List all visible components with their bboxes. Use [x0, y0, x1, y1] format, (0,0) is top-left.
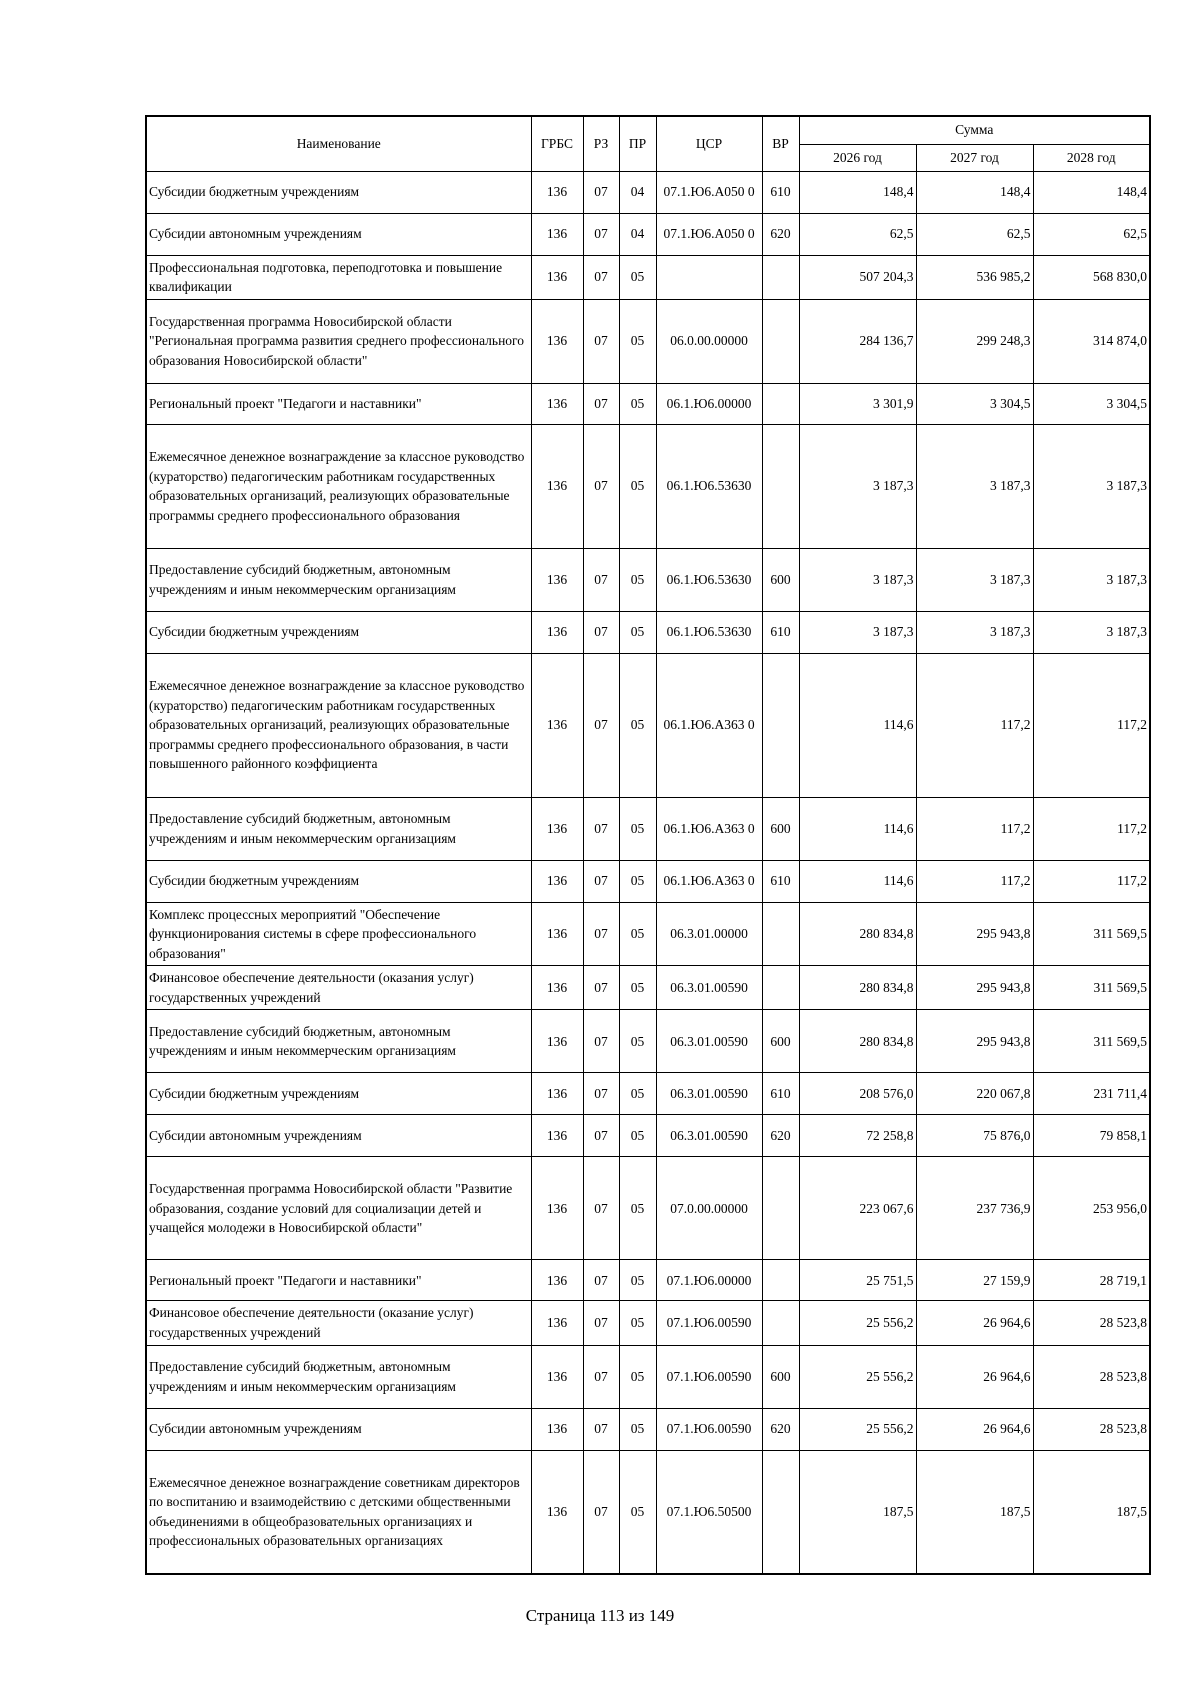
cell-grbs: 136	[531, 1260, 583, 1301]
cell-name: Государственная программа Новосибирской области "Региональная программа развития среднего профессионального образования Новосибирской области"	[146, 299, 531, 383]
cell-sum-2026: 3 301,9	[799, 383, 916, 424]
header-pr: ПР	[619, 116, 656, 171]
table-row	[146, 548, 1150, 611]
header-year-2028: 2028 год	[1033, 144, 1150, 171]
cell-sum-2026: 3 187,3	[799, 548, 916, 611]
header-year-2026: 2026 год	[799, 144, 916, 171]
cell-rz: 07	[583, 383, 619, 424]
cell-sum-2028: 568 830,0	[1033, 255, 1150, 299]
cell-pr: 05	[619, 1450, 656, 1574]
cell-name: Комплекс процессных мероприятий "Обеспечение функционирования системы в сфере профессионального образования"	[146, 902, 531, 966]
cell-sum-2027: 536 985,2	[916, 255, 1033, 299]
cell-sum-2028: 187,5	[1033, 1450, 1150, 1574]
cell-pr: 05	[619, 1157, 656, 1260]
cell-vr	[762, 1450, 799, 1574]
cell-pr: 05	[619, 860, 656, 902]
table-row	[146, 653, 1150, 797]
cell-name: Ежемесячное денежное вознаграждение советникам директоров по воспитанию и взаимодействию с детскими общественными объединениями в общеобразовательных организациях и профессиональных образовательных организациях	[146, 1450, 531, 1574]
cell-sum-2028: 28 523,8	[1033, 1408, 1150, 1450]
cell-grbs: 136	[531, 860, 583, 902]
header-csr: ЦСР	[656, 116, 762, 171]
cell-vr: 620	[762, 1115, 799, 1157]
table-row	[146, 171, 1150, 213]
cell-vr: 610	[762, 611, 799, 653]
cell-rz: 07	[583, 299, 619, 383]
cell-sum-2026: 187,5	[799, 1450, 916, 1574]
cell-sum-2028: 3 187,3	[1033, 424, 1150, 548]
cell-name: Профессиональная подготовка, переподготовка и повышение квалификации	[146, 255, 531, 299]
cell-sum-2027: 26 964,6	[916, 1301, 1033, 1345]
cell-rz: 07	[583, 1345, 619, 1408]
cell-pr: 05	[619, 1301, 656, 1345]
cell-name: Ежемесячное денежное вознаграждение за классное руководство (кураторство) педагогическим работникам государственных образовательных организаций, реализующих образовательные программы среднего профессионального образования, в части повышенного районного коэффициента	[146, 653, 531, 797]
cell-vr	[762, 383, 799, 424]
cell-pr: 05	[619, 797, 656, 860]
header-row-top	[146, 116, 1150, 144]
header-year-2027: 2027 год	[916, 144, 1033, 171]
cell-sum-2027: 3 187,3	[916, 611, 1033, 653]
cell-sum-2027: 220 067,8	[916, 1073, 1033, 1115]
cell-csr: 06.3.01.00000	[656, 902, 762, 966]
cell-vr: 610	[762, 1073, 799, 1115]
table-body	[146, 171, 1150, 1574]
cell-rz: 07	[583, 860, 619, 902]
cell-vr: 620	[762, 1408, 799, 1450]
table-row	[146, 1115, 1150, 1157]
cell-name: Государственная программа Новосибирской области "Развитие образования, создание условий для социализации детей и учащейся молодежи в Новосибирской области"	[146, 1157, 531, 1260]
cell-vr	[762, 255, 799, 299]
cell-vr	[762, 902, 799, 966]
cell-grbs: 136	[531, 1073, 583, 1115]
cell-csr	[656, 255, 762, 299]
cell-sum-2027: 117,2	[916, 860, 1033, 902]
cell-rz: 07	[583, 653, 619, 797]
cell-csr: 07.1.Ю6.00590	[656, 1301, 762, 1345]
cell-pr: 05	[619, 1010, 656, 1073]
cell-vr	[762, 424, 799, 548]
cell-csr: 07.1.Ю6.00590	[656, 1408, 762, 1450]
cell-sum-2026: 114,6	[799, 860, 916, 902]
cell-grbs: 136	[531, 797, 583, 860]
cell-vr	[762, 1157, 799, 1260]
cell-csr: 06.1.Ю6.А363 0	[656, 653, 762, 797]
cell-vr: 600	[762, 1345, 799, 1408]
cell-name: Субсидии бюджетным учреждениям	[146, 611, 531, 653]
cell-grbs: 136	[531, 1157, 583, 1260]
cell-name: Финансовое обеспечение деятельности (оказание услуг) государственных учреждений	[146, 1301, 531, 1345]
table-row	[146, 383, 1150, 424]
cell-csr: 07.1.Ю6.50500	[656, 1450, 762, 1574]
cell-sum-2027: 26 964,6	[916, 1345, 1033, 1408]
cell-csr: 06.1.Ю6.А363 0	[656, 860, 762, 902]
cell-grbs: 136	[531, 299, 583, 383]
cell-sum-2028: 117,2	[1033, 797, 1150, 860]
cell-pr: 05	[619, 548, 656, 611]
cell-sum-2028: 314 874,0	[1033, 299, 1150, 383]
cell-sum-2028: 311 569,5	[1033, 966, 1150, 1010]
cell-sum-2028: 3 187,3	[1033, 548, 1150, 611]
cell-sum-2026: 114,6	[799, 797, 916, 860]
cell-csr: 06.1.Ю6.53630	[656, 611, 762, 653]
cell-csr: 07.1.Ю6.00590	[656, 1345, 762, 1408]
cell-vr: 610	[762, 171, 799, 213]
cell-vr: 600	[762, 1010, 799, 1073]
cell-sum-2026: 507 204,3	[799, 255, 916, 299]
cell-vr: 600	[762, 797, 799, 860]
cell-name: Субсидии автономным учреждениям	[146, 1408, 531, 1450]
table-row	[146, 966, 1150, 1010]
cell-vr	[762, 966, 799, 1010]
cell-grbs: 136	[531, 1010, 583, 1073]
cell-rz: 07	[583, 424, 619, 548]
cell-csr: 06.3.01.00590	[656, 966, 762, 1010]
cell-name: Ежемесячное денежное вознаграждение за классное руководство (кураторство) педагогическим работникам государственных образовательных организаций, реализующих образовательные программы среднего профессионального образования	[146, 424, 531, 548]
header-sum: Сумма	[799, 116, 1150, 144]
table-row	[146, 1073, 1150, 1115]
table-row	[146, 860, 1150, 902]
cell-sum-2028: 311 569,5	[1033, 902, 1150, 966]
cell-sum-2028: 3 187,3	[1033, 611, 1150, 653]
cell-grbs: 136	[531, 1115, 583, 1157]
cell-pr: 05	[619, 1408, 656, 1450]
cell-rz: 07	[583, 966, 619, 1010]
cell-pr: 05	[619, 902, 656, 966]
cell-vr: 600	[762, 548, 799, 611]
cell-sum-2027: 75 876,0	[916, 1115, 1033, 1157]
table-row	[146, 213, 1150, 255]
cell-csr: 06.3.01.00590	[656, 1073, 762, 1115]
header-vr: ВР	[762, 116, 799, 171]
cell-name: Субсидии бюджетным учреждениям	[146, 860, 531, 902]
cell-csr: 06.0.00.00000	[656, 299, 762, 383]
header-name: Наименование	[146, 116, 531, 171]
cell-sum-2026: 3 187,3	[799, 424, 916, 548]
cell-grbs: 136	[531, 255, 583, 299]
table-row	[146, 1450, 1150, 1574]
cell-sum-2028: 28 719,1	[1033, 1260, 1150, 1301]
cell-name: Предоставление субсидий бюджетным, автономным учреждениям и иным некоммерческим организациям	[146, 1345, 531, 1408]
cell-grbs: 136	[531, 1301, 583, 1345]
cell-rz: 07	[583, 1010, 619, 1073]
cell-sum-2027: 117,2	[916, 797, 1033, 860]
header-grbs: ГРБС	[531, 116, 583, 171]
cell-rz: 07	[583, 171, 619, 213]
cell-sum-2027: 187,5	[916, 1450, 1033, 1574]
cell-name: Предоставление субсидий бюджетным, автономным учреждениям и иным некоммерческим организациям	[146, 797, 531, 860]
cell-grbs: 136	[531, 1450, 583, 1574]
cell-grbs: 136	[531, 213, 583, 255]
cell-rz: 07	[583, 1301, 619, 1345]
cell-csr: 06.1.Ю6.53630	[656, 548, 762, 611]
cell-sum-2027: 295 943,8	[916, 1010, 1033, 1073]
cell-sum-2027: 148,4	[916, 171, 1033, 213]
cell-sum-2026: 72 258,8	[799, 1115, 916, 1157]
cell-pr: 04	[619, 213, 656, 255]
cell-grbs: 136	[531, 611, 583, 653]
cell-pr: 05	[619, 299, 656, 383]
table-row	[146, 797, 1150, 860]
cell-sum-2027: 299 248,3	[916, 299, 1033, 383]
cell-csr: 06.1.Ю6.53630	[656, 424, 762, 548]
cell-rz: 07	[583, 797, 619, 860]
cell-rz: 07	[583, 1073, 619, 1115]
cell-sum-2026: 25 556,2	[799, 1301, 916, 1345]
cell-grbs: 136	[531, 1408, 583, 1450]
cell-sum-2028: 311 569,5	[1033, 1010, 1150, 1073]
cell-sum-2026: 25 556,2	[799, 1345, 916, 1408]
cell-name: Субсидии бюджетным учреждениям	[146, 1073, 531, 1115]
cell-grbs: 136	[531, 424, 583, 548]
cell-pr: 05	[619, 255, 656, 299]
cell-pr: 05	[619, 1345, 656, 1408]
table-row	[146, 255, 1150, 299]
cell-pr: 05	[619, 424, 656, 548]
table-row	[146, 1408, 1150, 1450]
cell-rz: 07	[583, 1450, 619, 1574]
cell-sum-2027: 237 736,9	[916, 1157, 1033, 1260]
cell-name: Предоставление субсидий бюджетным, автономным учреждениям и иным некоммерческим организациям	[146, 1010, 531, 1073]
cell-sum-2026: 280 834,8	[799, 1010, 916, 1073]
cell-name: Субсидии автономным учреждениям	[146, 213, 531, 255]
cell-sum-2026: 280 834,8	[799, 902, 916, 966]
cell-vr	[762, 653, 799, 797]
table-row	[146, 611, 1150, 653]
cell-sum-2026: 284 136,7	[799, 299, 916, 383]
cell-grbs: 136	[531, 966, 583, 1010]
cell-pr: 05	[619, 1073, 656, 1115]
cell-csr: 07.0.00.00000	[656, 1157, 762, 1260]
table-row	[146, 1010, 1150, 1073]
cell-sum-2027: 295 943,8	[916, 966, 1033, 1010]
cell-sum-2027: 117,2	[916, 653, 1033, 797]
cell-csr: 07.1.Ю6.А050 0	[656, 213, 762, 255]
cell-sum-2026: 3 187,3	[799, 611, 916, 653]
cell-sum-2026: 208 576,0	[799, 1073, 916, 1115]
cell-rz: 07	[583, 1260, 619, 1301]
cell-vr: 620	[762, 213, 799, 255]
budget-table	[145, 115, 1151, 1575]
cell-pr: 05	[619, 653, 656, 797]
cell-name: Финансовое обеспечение деятельности (оказания услуг) государственных учреждений	[146, 966, 531, 1010]
cell-sum-2026: 114,6	[799, 653, 916, 797]
table-row	[146, 1157, 1150, 1260]
cell-csr: 06.1.Ю6.00000	[656, 383, 762, 424]
cell-sum-2026: 25 556,2	[799, 1408, 916, 1450]
cell-rz: 07	[583, 611, 619, 653]
cell-name: Региональный проект "Педагоги и наставники"	[146, 383, 531, 424]
cell-rz: 07	[583, 1408, 619, 1450]
cell-sum-2026: 148,4	[799, 171, 916, 213]
cell-sum-2028: 117,2	[1033, 860, 1150, 902]
cell-sum-2027: 3 187,3	[916, 548, 1033, 611]
cell-csr: 06.3.01.00590	[656, 1115, 762, 1157]
cell-pr: 05	[619, 966, 656, 1010]
cell-grbs: 136	[531, 548, 583, 611]
cell-grbs: 136	[531, 653, 583, 797]
cell-vr: 610	[762, 860, 799, 902]
cell-grbs: 136	[531, 171, 583, 213]
cell-sum-2028: 3 304,5	[1033, 383, 1150, 424]
cell-sum-2026: 25 751,5	[799, 1260, 916, 1301]
cell-sum-2028: 148,4	[1033, 171, 1150, 213]
cell-rz: 07	[583, 213, 619, 255]
cell-sum-2027: 26 964,6	[916, 1408, 1033, 1450]
cell-vr	[762, 1301, 799, 1345]
cell-sum-2028: 28 523,8	[1033, 1301, 1150, 1345]
cell-sum-2026: 223 067,6	[799, 1157, 916, 1260]
cell-rz: 07	[583, 1157, 619, 1260]
cell-name: Предоставление субсидий бюджетным, автономным учреждениям и иным некоммерческим организациям	[146, 548, 531, 611]
cell-vr	[762, 299, 799, 383]
page-number: Страница 113 из 149	[525, 1606, 675, 1625]
cell-grbs: 136	[531, 383, 583, 424]
cell-sum-2028: 62,5	[1033, 213, 1150, 255]
cell-rz: 07	[583, 1115, 619, 1157]
cell-grbs: 136	[531, 1345, 583, 1408]
cell-csr: 06.1.Ю6.А363 0	[656, 797, 762, 860]
cell-sum-2028: 117,2	[1033, 653, 1150, 797]
cell-vr	[762, 1260, 799, 1301]
cell-pr: 05	[619, 611, 656, 653]
cell-pr: 04	[619, 171, 656, 213]
cell-rz: 07	[583, 902, 619, 966]
cell-csr: 06.3.01.00590	[656, 1010, 762, 1073]
cell-sum-2026: 280 834,8	[799, 966, 916, 1010]
cell-csr: 07.1.Ю6.00000	[656, 1260, 762, 1301]
table-row	[146, 1301, 1150, 1345]
cell-sum-2028: 28 523,8	[1033, 1345, 1150, 1408]
cell-grbs: 136	[531, 902, 583, 966]
cell-pr: 05	[619, 383, 656, 424]
cell-sum-2027: 27 159,9	[916, 1260, 1033, 1301]
table-row	[146, 299, 1150, 383]
cell-sum-2026: 62,5	[799, 213, 916, 255]
cell-sum-2028: 79 858,1	[1033, 1115, 1150, 1157]
cell-sum-2027: 62,5	[916, 213, 1033, 255]
cell-sum-2028: 253 956,0	[1033, 1157, 1150, 1260]
cell-name: Региональный проект "Педагоги и наставники"	[146, 1260, 531, 1301]
cell-rz: 07	[583, 548, 619, 611]
cell-sum-2027: 295 943,8	[916, 902, 1033, 966]
cell-sum-2027: 3 187,3	[916, 424, 1033, 548]
cell-rz: 07	[583, 255, 619, 299]
table-row	[146, 1260, 1150, 1301]
cell-name: Субсидии бюджетным учреждениям	[146, 171, 531, 213]
table-row	[146, 1345, 1150, 1408]
cell-sum-2028: 231 711,4	[1033, 1073, 1150, 1115]
cell-csr: 07.1.Ю6.А050 0	[656, 171, 762, 213]
table-row	[146, 902, 1150, 966]
table-header	[146, 116, 1150, 171]
cell-name: Субсидии автономным учреждениям	[146, 1115, 531, 1157]
cell-sum-2027: 3 304,5	[916, 383, 1033, 424]
cell-pr: 05	[619, 1115, 656, 1157]
table-row	[146, 424, 1150, 548]
header-rz: РЗ	[583, 116, 619, 171]
cell-pr: 05	[619, 1260, 656, 1301]
